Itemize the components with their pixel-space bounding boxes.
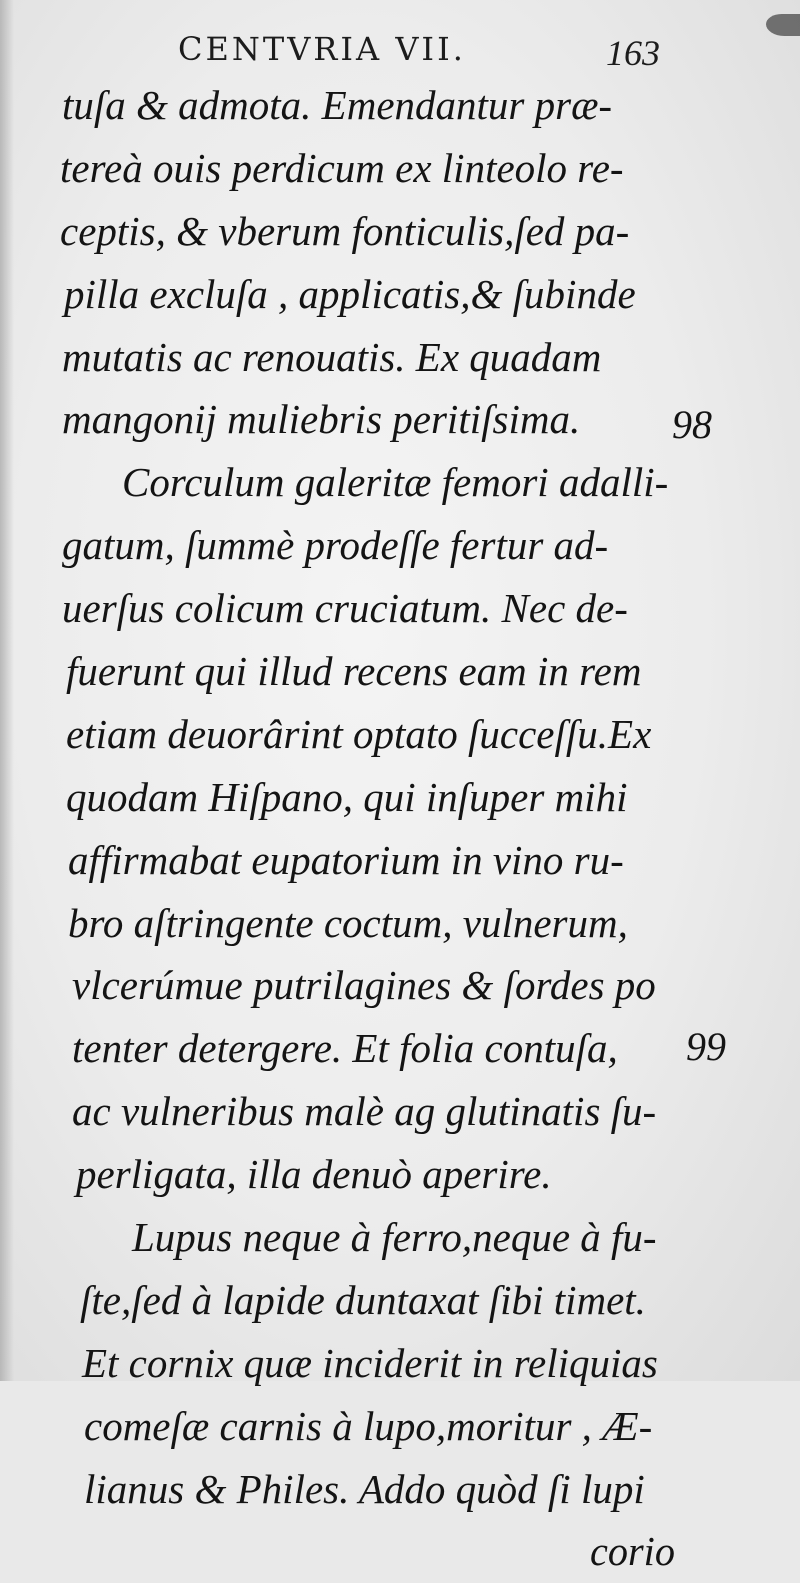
text-line-content: affirmabat eupatorium in vino ru-	[68, 836, 624, 883]
text-line	[60, 640, 690, 703]
text-line-content: ceptis, & vberum fonticulis,ſed pa-	[60, 207, 630, 254]
page-corner-stain	[766, 14, 800, 36]
page-gutter-shadow	[0, 0, 14, 1381]
marginal-note-99: 99	[686, 1024, 726, 1069]
text-line-content: ſte,ſed à lapide duntaxat ſibi timet.	[80, 1276, 646, 1323]
text-line	[60, 892, 690, 955]
text-line	[60, 74, 690, 137]
text-line	[60, 1520, 690, 1583]
text-line-content: lianus & Philes. Addo quòd ſi lupi	[84, 1465, 645, 1512]
text-line-content: quodam Hiſpano, qui inſuper mihi	[66, 773, 628, 820]
text-line-content: perligata, illa denuò aperire.	[76, 1151, 552, 1198]
text-line	[60, 514, 690, 577]
text-line	[60, 1017, 690, 1080]
text-line	[60, 954, 690, 1017]
text-line	[60, 1206, 690, 1269]
body-text	[60, 74, 690, 1583]
text-line	[60, 200, 690, 263]
text-line	[60, 829, 690, 892]
text-line	[60, 263, 690, 326]
text-line-content: mutatis ac renouatis. Ex quadam	[62, 333, 602, 380]
text-line-content: Lupus neque à ferro,neque à fu-	[132, 1214, 657, 1261]
text-line-content: Et cornix quæ inciderit in reliquias	[82, 1339, 658, 1386]
text-line	[60, 388, 690, 451]
text-line-content: tereà ouis perdicum ex linteolo re-	[60, 144, 624, 191]
text-line-content: tenter detergere. Et folia contuſa,	[72, 1025, 618, 1072]
text-line	[60, 1269, 690, 1332]
text-line-content: comeſæ carnis à lupo,moritur , Æ-	[84, 1402, 653, 1449]
page-number: 163	[606, 33, 660, 73]
text-line-content: ac vulneribus malè ag glutinatis ſu-	[72, 1088, 657, 1135]
text-line	[60, 577, 690, 640]
text-line	[60, 1395, 690, 1458]
text-line-content: uerſus colicum cruciatum. Nec de-	[62, 585, 628, 632]
page-header	[178, 30, 678, 80]
text-line	[60, 1458, 690, 1521]
marginal-note-98: 98	[672, 402, 712, 447]
text-line	[60, 1080, 690, 1143]
text-line-content: etiam deuorârint optato ſucceſſu.Ex	[66, 710, 652, 757]
text-line-content: corio	[590, 1528, 675, 1575]
text-line	[60, 326, 690, 389]
text-line	[60, 451, 690, 514]
running-head: CENTVRIA VII.	[178, 30, 466, 68]
text-line	[60, 1332, 690, 1395]
text-line	[60, 766, 690, 829]
text-line	[60, 137, 690, 200]
text-line-content: gatum, ſummè prodeſſe fertur ad-	[62, 522, 609, 569]
text-line-content: bro aſtringente coctum, vulnerum,	[68, 899, 628, 946]
text-line-content: vlcerúmue putrilagines & ſordes po	[72, 962, 656, 1009]
text-line-content: mangonij muliebris peritiſsima.	[62, 396, 581, 443]
text-line-content: fuerunt qui illud recens eam in rem	[66, 648, 642, 695]
text-line-content: pilla excluſa , applicatis,& ſubinde	[64, 270, 636, 317]
text-line	[60, 1143, 690, 1206]
text-line-content: Corculum galeritæ femori adalli-	[122, 459, 669, 506]
text-line-content: tuſa & admota. Emendantur præ-	[62, 82, 613, 128]
text-line	[60, 703, 690, 766]
